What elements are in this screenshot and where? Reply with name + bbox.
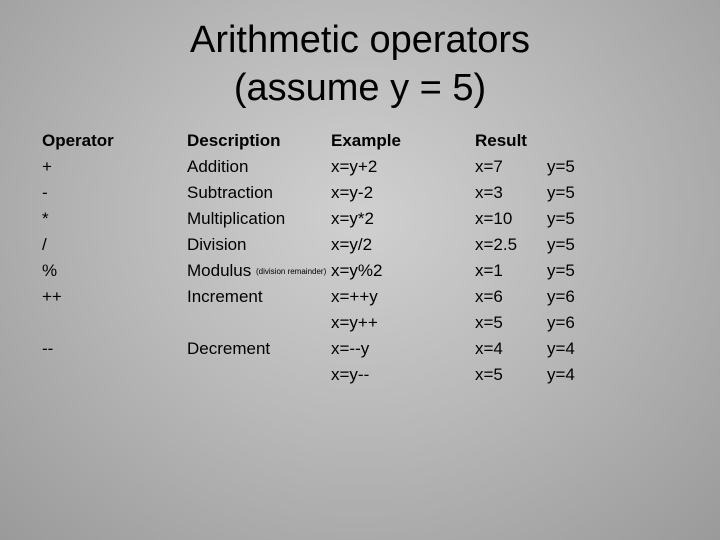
- operator-cell: -: [42, 183, 48, 202]
- example-cell: x=y-2: [331, 183, 374, 202]
- operator-header: Operator: [42, 131, 114, 150]
- y-after-cell: y=4: [547, 339, 575, 358]
- operator-cell: +: [42, 157, 52, 176]
- result-cell: x=2.5: [475, 235, 518, 254]
- description-cell: Decrement: [187, 339, 271, 358]
- description-cell: Subtraction: [187, 183, 273, 202]
- example-cell: x=y%2: [331, 261, 383, 280]
- operator-cell: [42, 362, 114, 388]
- example-cell: x=--y: [331, 339, 370, 358]
- description-cell-empty: [187, 310, 326, 336]
- result-cell: x=6: [475, 287, 503, 306]
- result-cell: x=4: [475, 339, 503, 358]
- description-cell-empty: [187, 362, 326, 388]
- slide-title: [0, 16, 720, 112]
- y-after-column: [547, 154, 575, 388]
- example-cell: x=y++: [331, 313, 378, 332]
- y-after-cell: y=6: [547, 287, 575, 306]
- example-cell: x=y/2: [331, 235, 373, 254]
- y-after-cell: y=4: [547, 365, 575, 384]
- y-after-cell: y=5: [547, 209, 575, 228]
- operator-cell: /: [42, 235, 47, 254]
- example-cell: x=++y: [331, 287, 378, 306]
- operator-cell: --: [42, 339, 54, 358]
- operator-cell: ++: [42, 287, 62, 306]
- description-header: Description: [187, 131, 281, 150]
- description-column: [187, 128, 326, 388]
- modulus-note: (division remainder): [256, 267, 327, 276]
- example-cell: x=y*2: [331, 209, 374, 228]
- example-header: Example: [331, 131, 401, 150]
- description-cell: Addition: [187, 157, 249, 176]
- operator-cell: *: [42, 209, 49, 228]
- example-cell: x=y--: [331, 365, 370, 384]
- result-cell: x=7: [475, 157, 503, 176]
- y-after-cell: y=5: [547, 235, 575, 254]
- example-cell: x=y+2: [331, 157, 378, 176]
- result-column: [475, 128, 527, 388]
- title-line-2: (assume y = 5): [233, 67, 487, 109]
- result-cell: x=5: [475, 365, 503, 384]
- operator-column: [42, 128, 114, 388]
- operator-cell: %: [42, 261, 58, 280]
- y-after-cell: y=5: [547, 261, 575, 280]
- result-cell: x=5: [475, 313, 503, 332]
- description-cell: Increment: [187, 287, 263, 306]
- description-cell: Division: [187, 235, 247, 254]
- y-after-cell: y=6: [547, 313, 575, 332]
- title-line-1: Arithmetic operators: [189, 19, 530, 61]
- y-after-cell: y=5: [547, 183, 575, 202]
- modulus-label: Modulus: [187, 261, 252, 280]
- description-cell-modulus: [187, 258, 326, 284]
- y-after-cell: y=5: [547, 157, 575, 176]
- result-header: Result: [475, 131, 527, 150]
- result-cell: x=3: [475, 183, 503, 202]
- result-cell: x=1: [475, 261, 503, 280]
- result-cell: x=10: [475, 209, 513, 228]
- description-cell: Multiplication: [187, 209, 286, 228]
- operator-cell: [42, 310, 114, 336]
- example-column: [331, 128, 401, 388]
